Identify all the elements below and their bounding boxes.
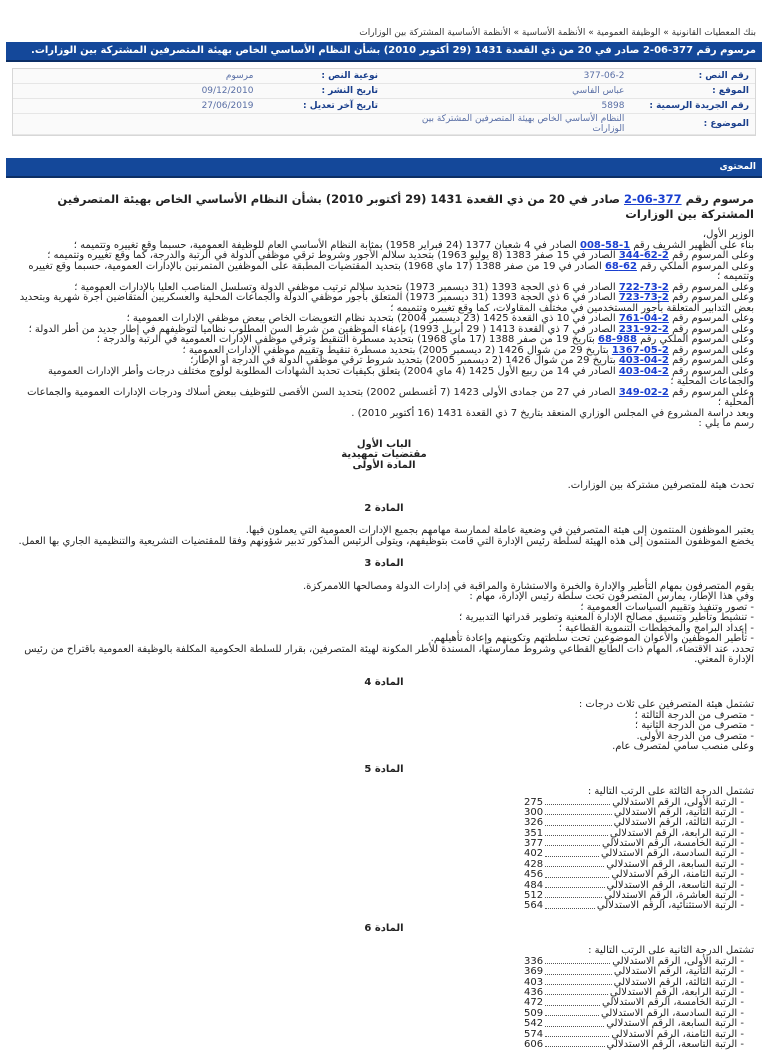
recital-prefix: وعلى المرسوم رقم	[668, 323, 754, 335]
grade-label: - الرتبة العاشرة، الرقم الاستدلالي	[604, 890, 744, 902]
grade-index-value: 369	[524, 966, 544, 978]
after-study: وبعد دراسة المشروع في المجلس الوزاري المنعقد بتاريخ 7 ذي القعدة 1431 (16 أكتوبر 2010) .	[351, 407, 754, 419]
grade-row	[524, 1040, 744, 1050]
decree-link[interactable]: 1-58-008	[580, 239, 631, 251]
dot-leader	[545, 978, 612, 985]
article-5-title: المادة 5	[364, 763, 404, 775]
breadcrumb-item[interactable]: بنك المعطيات القانونية	[671, 28, 756, 38]
article-1-text: تحدث هيئة للمتصرفين مشتركة بين الوزارات.	[567, 480, 754, 491]
recital-prefix: وعلى المرسوم رقم	[668, 365, 754, 377]
dot-leader	[545, 839, 600, 846]
dot-leader	[545, 998, 600, 1005]
metadata-key	[259, 114, 384, 135]
article-2-title: المادة 2	[364, 502, 404, 514]
grade-index-value: 509	[524, 1007, 544, 1019]
metadata-key: رقم النص :	[630, 69, 755, 84]
article-1-title: المادة الأولى	[352, 459, 416, 471]
metadata-value: 5898	[384, 99, 630, 114]
grade-index-value: 326	[524, 817, 544, 829]
metadata-value: 09/12/2010	[13, 84, 259, 99]
dot-leader	[545, 829, 608, 836]
metadata-value: عباس الفاسي	[384, 84, 630, 99]
grade-index-value: 403	[524, 976, 544, 988]
article-line: - تأطير الموظفين والأعوان الموضوعين تحت سلطتهم وتكوينهم وإعادة تأهيلهم.	[430, 633, 754, 644]
recital-text: الصادر في 6 ذي الحجة 1393 (31 ديسمبر 1973) بتحديد سلالم ترتيب موظفي الدولة وتسلسل المناصب العليا بالإدارات العمومية ؛	[74, 281, 619, 293]
recital-prefix: وعلى المرسوم الملكي رقم	[636, 334, 754, 345]
article-4-text	[14, 700, 754, 753]
article-5-grade-list	[524, 798, 744, 912]
recital	[14, 388, 754, 409]
recital-prefix: وعلى المرسوم رقم	[668, 386, 754, 398]
document-heading	[14, 192, 754, 222]
page	[6, 24, 762, 1050]
metadata-key: رقم الجريدة الرسمية :	[630, 99, 755, 114]
breadcrumb	[6, 24, 762, 42]
dot-leader	[545, 1019, 604, 1026]
dot-leader	[545, 1040, 604, 1047]
article-line: - متصرف من الدرجة الثالثة ؛	[634, 709, 754, 721]
grade-index-value: 472	[524, 997, 544, 1009]
grade-index-value: 275	[524, 796, 544, 808]
dot-leader	[545, 1009, 599, 1016]
recital-text: بتاريخ 29 من شوال 1426 (2 ديسمبر 2005) بتحديد شروط ترقي موظفي الدولة في الدرجة أو الإطار؛	[190, 355, 619, 366]
metadata-row	[13, 99, 755, 114]
article-line: يخضع الموظفون المنتمون إلى هذه الهيئة لسلطة رئيس الإدارة التي قامت بتوظيفهم، ويتولى الرئيس المذكور تدبير شؤونهم وفقا للمقتضيات التشريعية والتنظيمية الجاري بها العمل.	[18, 535, 754, 547]
dot-leader	[545, 967, 612, 974]
article-line: تحدد، عند الاقتضاء، المهام ذات الطابع القطاعي وشروط ممارستها، المسندة للأطر المكونة لهيئة المتصرفين، بقرار للسلطة الحكومية المكلفة بالوظيفة العمومية باقتراح من رئيس الإدارة المعني.	[24, 643, 754, 665]
decree-link[interactable]: 2-04-403	[618, 365, 669, 377]
article-line: - تنشيط وتأطير وتنسيق مصالح الإدارة المعنية وتطوير قدراتها التدبيرية ؛	[459, 612, 754, 623]
grade-index-value: 377	[524, 838, 544, 850]
grade-label: - الرتبة الخامسة، الرقم الاستدلالي	[601, 838, 744, 850]
grade-label: - الرتبة الاستثنائية، الرقم الاستدلالي	[596, 900, 744, 912]
grade-label: - الرتبة الثالثة، الرقم الاستدلالي	[613, 976, 744, 988]
decree-link[interactable]: 2-04-761	[618, 313, 669, 324]
breadcrumb-item[interactable]: الأنظمة الأساسية	[521, 28, 586, 38]
grade-label: - الرتبة الخامسة، الرقم الاستدلالي	[601, 997, 744, 1009]
recital-prefix: وعلى المرسوم رقم	[668, 355, 754, 366]
grade-label: - الرتبة الثالثة، الرقم الاستدلالي	[613, 817, 744, 829]
page-title: مرسوم رقم 377-06-2 صادر في 20 من ذي القعدة 1431 (29 أكتوبر 2010) بشأن النظام الأساسي الخاص بهيئة المتصرفين المشتركة بين الوزارات.	[6, 42, 762, 62]
grade-label: - الرتبة الثانية، الرقم الاستدلالي	[613, 966, 744, 978]
breadcrumb-separator: »	[660, 28, 672, 38]
metadata-value: النظام الأساسي الخاص بهيئة المتصرفين المشتركة بين الوزارات	[384, 114, 630, 135]
recital	[14, 367, 754, 388]
breadcrumb-separator: »	[510, 28, 522, 38]
metadata-panel	[12, 68, 756, 136]
heading-prefix: مرسوم رقم	[681, 192, 754, 206]
chapter-label: الباب الأول	[356, 438, 412, 450]
decree-link[interactable]: 62-68	[604, 260, 637, 272]
grade-index-value: 456	[524, 869, 544, 881]
decree-line: رسم ما يلي :	[698, 418, 754, 429]
dot-leader	[545, 860, 604, 867]
recital-text: الصادر في 15 صفر 1383 (8 يوليو 1963) بتحديد سلالم الأجور وشروط ترقي موظفي الدولة في الرتبة والدرجة، كما وقع تغييره وتتميمه ؛	[47, 250, 619, 261]
recital-text: الصادر في 7 ذي القعدة 1413 ( 29 أبريل 1993) بإعفاء الموظفين من شرط السن المطلوب نظاميا لتوظيفهم في إطار جديد من أطر الدولة ؛	[28, 323, 619, 335]
dot-leader	[545, 881, 604, 888]
dot-leader	[545, 849, 599, 856]
document-body	[6, 178, 762, 1050]
decree-link[interactable]: 2-62-344	[618, 250, 669, 261]
breadcrumb-separator: »	[585, 28, 597, 38]
grade-label: - الرتبة السادسة، الرقم الاستدلالي	[600, 1007, 744, 1019]
metadata-row	[13, 84, 755, 99]
recital-text: الصادر في 4 شعبان 1377 (24 فبراير 1958) بمثابة النظام الأساسي العام للوظيفة العمومية، حسبما وقع تغييره وتتميمه ؛	[73, 239, 581, 251]
dot-leader	[545, 818, 612, 825]
grade-label: - الرتبة الثامنة، الرقم الاستدلالي	[611, 1028, 744, 1040]
recital-prefix: وعلى المرسوم رقم	[668, 281, 754, 293]
grade-label: - الرتبة الأولى، الرقم الاستدلالي	[612, 796, 744, 808]
grade-label: - الرتبة السادسة، الرقم الاستدلالي	[600, 848, 744, 860]
article-6-title: المادة 6	[364, 922, 404, 934]
grade-label: - الرتبة الثانية، الرقم الاستدلالي	[613, 806, 744, 818]
metadata-value	[13, 114, 259, 135]
metadata-key: تاريخ النشر :	[259, 84, 384, 99]
recital	[14, 293, 754, 314]
content-header: المحتوى	[6, 158, 762, 178]
grade-label: - الرتبة التاسعة، الرقم الاستدلالي	[606, 879, 744, 891]
recital-text: الصادر في 10 ذي القعدة 1425 (23 ديسمبر 2004) بتحديد نظام التعويضات الخاص ببعض موظفي الإدارات العمومية ؛	[126, 313, 619, 324]
grade-index-value: 300	[524, 806, 544, 818]
grade-index-value: 351	[524, 827, 544, 839]
recital-text: بتاريخ 29 من شوال 1426 (2 ديسمبر 2005) بتحديد مسطرة تنقيط وتقييم موظفي الإدارات العمومية ؛	[182, 344, 612, 356]
decree-link[interactable]: 2-04-403	[618, 355, 669, 366]
recital-text: الصادر في 19 من صفر 1388 (17 ماي 1968) بتحديد المقتضيات المطبقة على الموظفين المتمرنين بالإدارات العمومية، حسبما وقع تغييره وتتميمه ؛	[28, 260, 754, 282]
grade-index-value: 574	[524, 1028, 544, 1040]
article-line: يعتبر الموظفون المنتمون إلى هيئة المتصرفين في وضعية عاملة لممارسة مهامهم بجميع الإدارات العمومية التي يعملون فيها.	[245, 525, 754, 536]
recital-prefix: وعلى المرسوم رقم	[668, 250, 754, 261]
recital	[14, 262, 754, 283]
chapter-title: مقتضيات تمهيدية	[341, 449, 427, 460]
metadata-key: نوعية النص :	[259, 69, 384, 84]
minister-line: الوزير الأول،	[702, 229, 754, 240]
metadata-key: الموضوع :	[630, 114, 755, 135]
recital-prefix: وعلى المرسوم رقم	[668, 292, 754, 303]
recital-text: الصادر في 14 من ربيع الأول 1425 (4 ماي 2004) يتعلق بكيفيات تحديد الشهادات المطلوبة لولوج مختلف درجات وأطر الإدارات العمومية والجماعات المحلية ؛	[47, 365, 754, 387]
metadata-value: مرسوم	[13, 69, 259, 84]
grade-index-value: 564	[524, 900, 544, 912]
decree-number-link[interactable]: 377-06-2	[623, 192, 682, 206]
dot-leader	[545, 808, 612, 815]
heading-rest: صادر في 20 من ذي القعدة 1431 (29 أكتوبر 2010) بشأن النظام الأساسي الخاص بهيئة المتصرفين المشتركة بين الوزارات	[57, 192, 754, 221]
article-5-intro: تشتمل الدرجة الثالثة على الرتب التالية :	[587, 786, 754, 797]
article-4-title: المادة 4	[364, 676, 404, 688]
article-3-text	[14, 582, 754, 666]
recital-prefix: وعلى المرسوم الملكي رقم	[636, 260, 754, 272]
recital-prefix: وعلى المرسوم رقم	[668, 344, 754, 356]
decree-link[interactable]: 2-92-231	[618, 323, 669, 335]
article-line: يقوم المتصرفون بمهام التأطير والإدارة والخبرة والاستشارة والمراقبة في إدارات الدولة ومصالحها اللاممركزة.	[302, 580, 754, 592]
recital-text: الصادر في 6 ذي الحجة 1393 (31 ديسمبر 1973) المتعلق بأجور موظفي الدولة والجماعات المحلية والعسكريين المتقاضين أجرة شهرية وبتحديد بعض التدابير المتعلقة بأجور المستخدمين في مختلف المقاولات، كما وقع تغييره وتتميمه ؛	[19, 292, 754, 314]
grade-label: - الرتبة السابعة، الرقم الاستدلالي	[606, 1018, 744, 1030]
recitals	[14, 241, 754, 409]
article-line: وفي هذا الإطار، يمارس المتصرفون تحت سلطة رئيس الإدارة، مهام :	[469, 591, 754, 602]
metadata-row	[13, 69, 755, 84]
article-line: - متصرف من الدرجة الأولى.	[636, 730, 754, 742]
article-2-text	[14, 526, 754, 547]
article-line: - تصور وتنفيذ وتقييم السياسات العمومية ؛	[580, 601, 754, 613]
grade-label: - الرتبة الرابعة، الرقم الاستدلالي	[609, 986, 744, 998]
breadcrumb-item[interactable]: الوظيفة العمومية	[596, 28, 661, 38]
article-6-grade-list	[524, 957, 744, 1050]
metadata-value: 377-06-2	[384, 69, 630, 84]
recital-text: بتاريخ 19 من صفر 1388 (17 ماي 1968) بتحديد مسطرة التنقيط وترقي موظفي الإدارات العمومية في الرتبة والدرجة ؛	[96, 334, 598, 345]
grade-index-value: 436	[524, 986, 544, 998]
recital-text: الصادر في 27 من جمادى الأولى 1423 (7 أغسطس 2002) بتحديد السن الأقصى للتوظيف ببعض أسلاك ودرجات الإدارات العمومية والجماعات المحلية ؛	[27, 386, 754, 408]
metadata-key: الموقع :	[630, 84, 755, 99]
metadata-value: 27/06/2019	[13, 99, 259, 114]
dot-leader	[545, 901, 595, 908]
article-line: تشتمل هيئة المتصرفين على ثلاث درجات :	[578, 699, 754, 710]
grade-index-value: 484	[524, 879, 544, 891]
metadata-key: تاريخ آخر تعديل :	[259, 99, 384, 114]
dot-leader	[545, 798, 610, 805]
grade-index-value: 428	[524, 858, 544, 870]
metadata-row	[13, 114, 755, 135]
grade-label: - الرتبة الثامنة، الرقم الاستدلالي	[611, 869, 744, 881]
grade-index-value: 606	[524, 1038, 544, 1050]
article-3-title: المادة 3	[364, 558, 404, 569]
decree-link[interactable]: 2-02-349	[618, 386, 669, 398]
decree-link[interactable]: 2-73-723	[618, 292, 669, 303]
dot-leader	[545, 957, 610, 964]
grade-label: - الرتبة الأولى، الرقم الاستدلالي	[612, 955, 744, 967]
grade-label: - الرتبة الرابعة، الرقم الاستدلالي	[609, 827, 744, 839]
decree-link[interactable]: 2-05-1367	[611, 344, 669, 356]
metadata-table	[13, 69, 755, 135]
grade-row	[524, 1019, 744, 1029]
breadcrumb-item[interactable]: الأنظمة الأساسية المشتركة بين الوزارات	[359, 28, 511, 38]
decree-link[interactable]: 988-68	[597, 334, 637, 345]
article-6-intro: تشتمل الدرجة الثانية على الرتب التالية :	[588, 945, 754, 957]
grade-index-value: 542	[524, 1018, 544, 1030]
article-line: وعلى منصب سامي لمتصرف عام.	[612, 741, 754, 752]
grade-index-value: 402	[524, 848, 544, 860]
decree-link[interactable]: 2-73-722	[618, 281, 669, 293]
article-line: - إعداد البرامج والمخططات التنموية القطاعية ؛	[558, 622, 754, 634]
grade-row	[524, 901, 744, 911]
dot-leader	[545, 988, 608, 995]
dot-leader	[545, 870, 609, 877]
grade-label: - الرتبة التاسعة، الرقم الاستدلالي	[606, 1038, 744, 1050]
recital-prefix: بناء على الظهير الشريف رقم	[630, 239, 754, 251]
grade-row	[524, 1030, 744, 1040]
grade-index-value: 512	[524, 890, 544, 902]
recital-prefix: وعلى المرسوم رقم	[668, 313, 754, 324]
article-line: - متصرف من الدرجة الثانية ؛	[634, 720, 754, 731]
dot-leader	[545, 1030, 609, 1037]
grade-label: - الرتبة السابعة، الرقم الاستدلالي	[606, 858, 744, 870]
grade-index-value: 336	[524, 955, 544, 967]
dot-leader	[545, 891, 602, 898]
